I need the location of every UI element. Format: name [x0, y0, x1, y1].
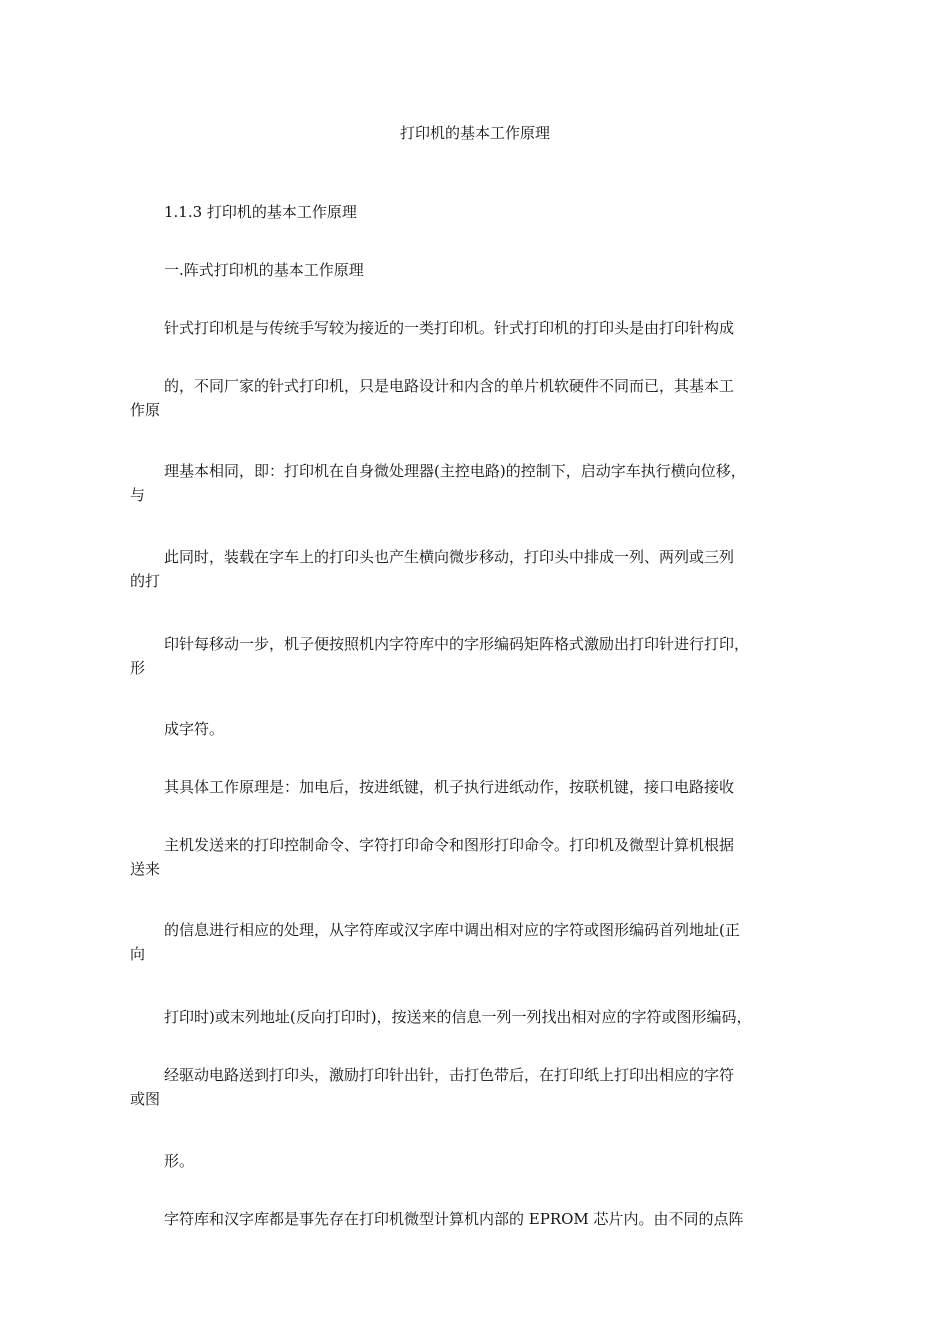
line-text: 字符库和汉字库都是事先存在打印机微型计算机内部的 EPROM 芯片内。由不同的点阵 — [164, 1210, 744, 1228]
paragraph-line — [130, 918, 810, 966]
line-text: 主机发送来的打印控制命令、字符打印命令和图形打印命令。打印机及微型计算机根据 — [164, 836, 735, 854]
paragraph-line — [130, 1063, 810, 1111]
paragraph-line — [130, 545, 810, 593]
line-wrap-text: 与 — [130, 486, 146, 504]
paragraph-line — [130, 459, 810, 507]
paragraph-line — [130, 374, 810, 422]
sub-heading — [130, 258, 810, 282]
paragraph-line — [130, 1149, 810, 1173]
line-wrap-text: 向 — [130, 945, 146, 963]
paragraph-line — [130, 833, 810, 881]
line-text: 印针每移动一步，机子便按照机内字符库中的字形编码矩阵格式激励出打印针进行打印， — [164, 635, 750, 653]
line-wrap-text: 形 — [130, 659, 146, 677]
line-text: 经驱动电路送到打印头，激励打印针出针，击打色带后，在打印纸上打印出相应的字符 — [164, 1066, 735, 1084]
line-text: 其具体工作原理是：加电后，按进纸键，机子执行进纸动作，按联机键，接口电路接收 — [164, 778, 735, 796]
line-text: 针式打印机是与传统手写较为接近的一类打印机。针式打印机的打印头是由打印针构成 — [164, 319, 735, 337]
line-wrap-text: 或图 — [130, 1090, 161, 1108]
section-heading — [130, 200, 810, 224]
line-text: 此同时，装载在字车上的打印头也产生横向微步移动，打印头中排成一列、两列或三列 — [164, 548, 735, 566]
paragraph-line — [130, 1207, 810, 1231]
line-text: 形。 — [164, 1152, 195, 1170]
section-heading-text: 1.1.3 打印机的基本工作原理 — [164, 203, 357, 221]
line-text: 的信息进行相应的处理，从字符库或汉字库中调出相对应的字符或图形编码首列地址(正 — [164, 921, 740, 939]
paragraph-line — [130, 775, 810, 799]
paragraph-line — [130, 316, 810, 340]
line-text: 理基本相同，即：打印机在自身微处理器(主控电路)的控制下，启动字车执行横向位移， — [164, 462, 746, 480]
line-wrap-text: 的打 — [130, 572, 161, 590]
sub-heading-text: 一.阵式打印机的基本工作原理 — [164, 261, 364, 279]
line-wrap-text: 作原 — [130, 401, 161, 419]
line-text: 打印时)或末列地址(反向打印时)，按送来的信息一列一列找出相对应的字符或图形编码， — [164, 1008, 752, 1026]
document-title: 打印机的基本工作原理 — [399, 124, 550, 142]
paragraph-line — [130, 1005, 810, 1029]
paragraph-line — [130, 717, 810, 741]
line-text: 成字符。 — [164, 720, 225, 738]
line-text: 的，不同厂家的针式打印机，只是电路设计和内含的单片机软硬件不同而已，其基本工 — [164, 377, 735, 395]
paragraph-line — [130, 632, 810, 680]
line-wrap-text: 送来 — [130, 860, 161, 878]
